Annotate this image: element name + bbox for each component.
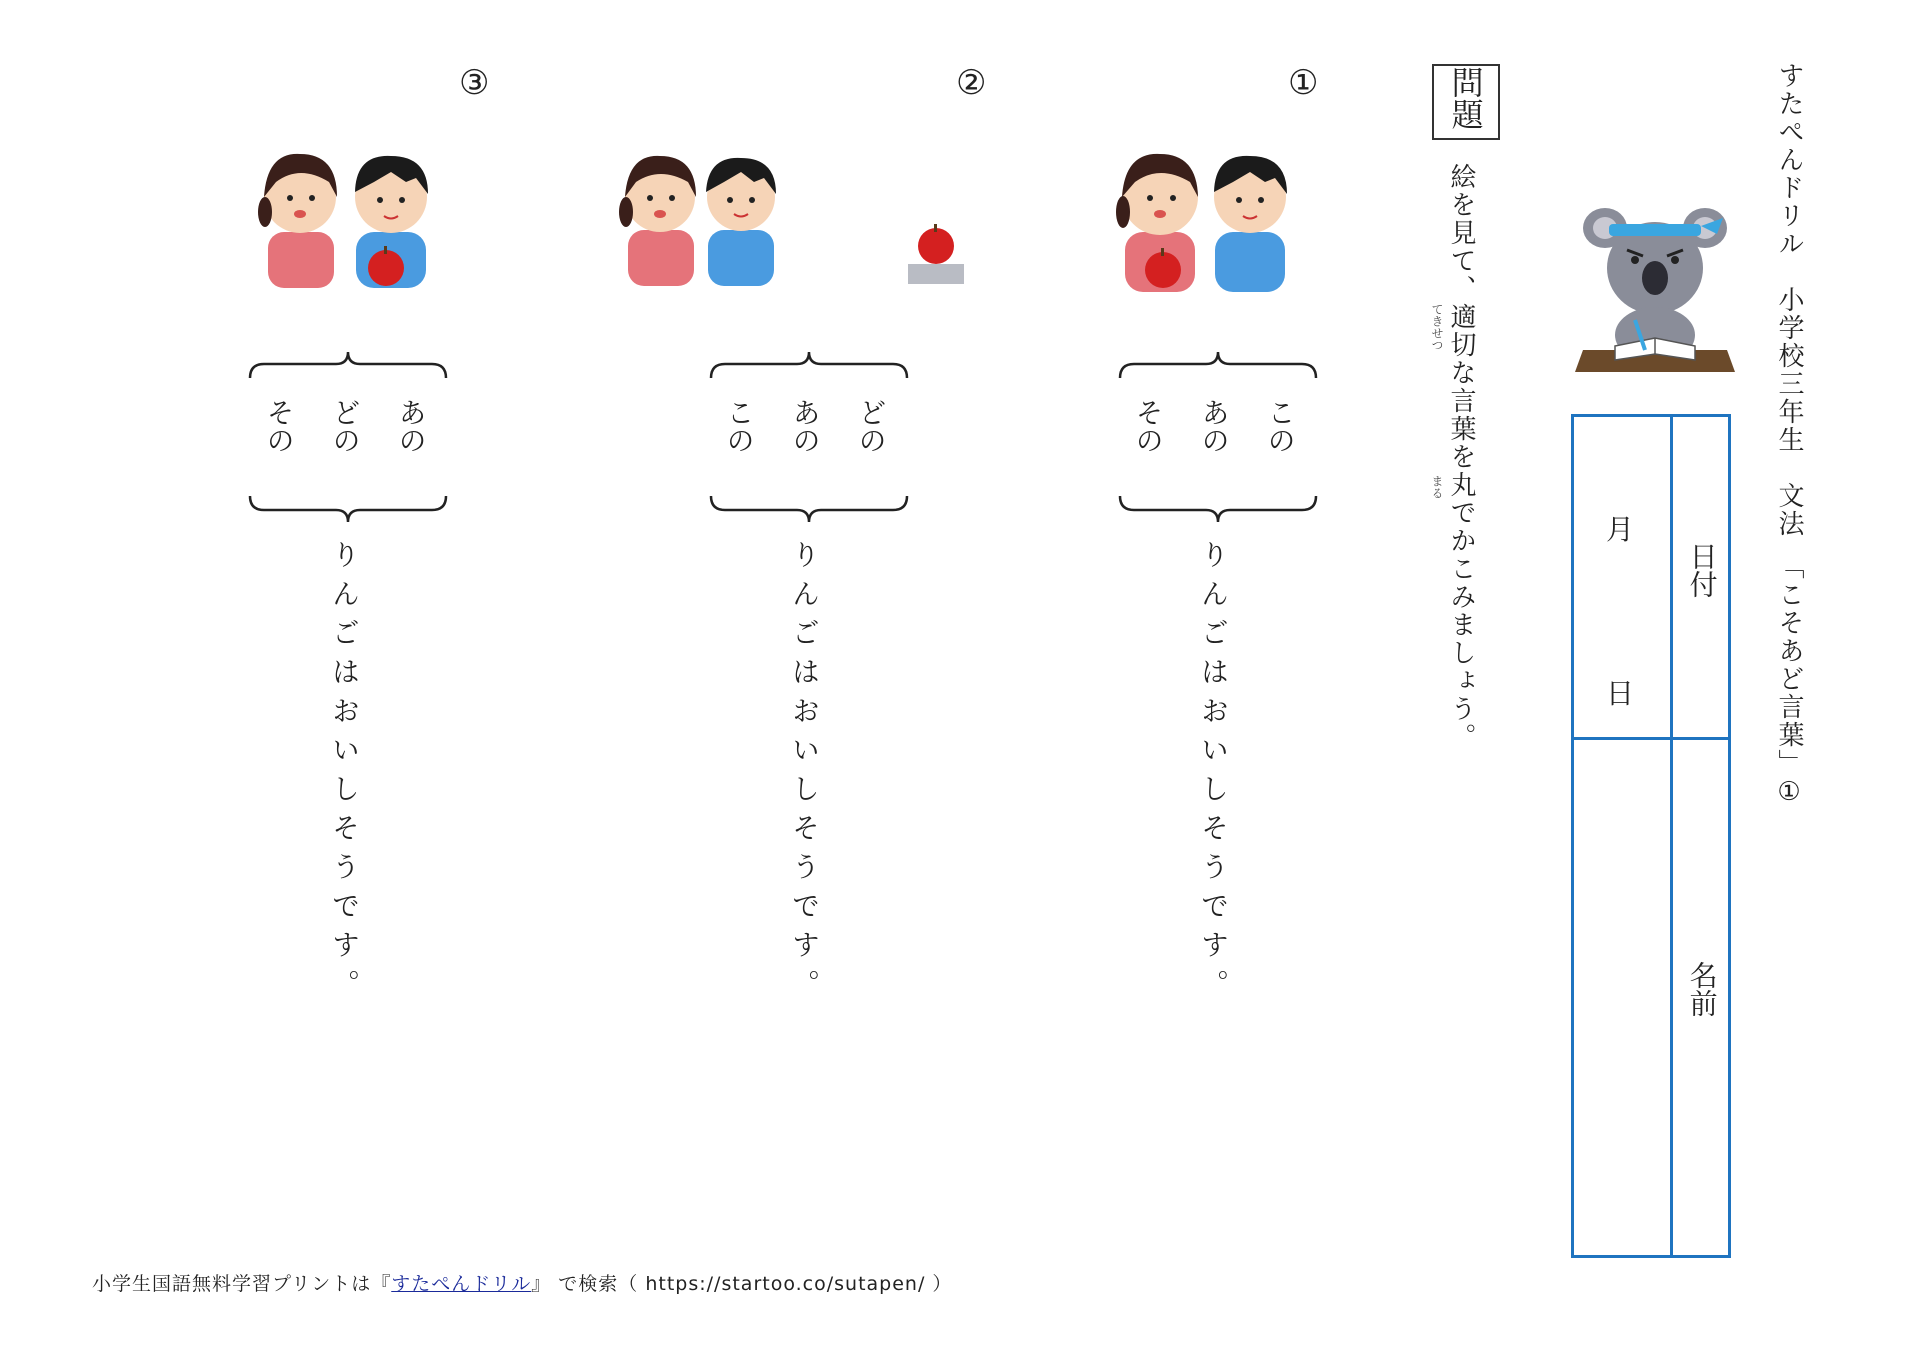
choice-3-3[interactable]: その	[262, 398, 296, 454]
kids-girl-holding-apple-illustration	[1115, 142, 1295, 302]
choice-2-2[interactable]: あの	[788, 398, 822, 454]
kids-with-distant-apple-illustration	[618, 142, 978, 292]
brace-bottom-2	[709, 494, 909, 524]
brace-top-2	[709, 350, 909, 380]
koala-studying-illustration	[1575, 200, 1735, 380]
instruction-text: 絵を見て、適切 てきせつ な言葉を丸 まる でかこみましょう。	[1430, 163, 1476, 751]
name-date-box	[1571, 414, 1731, 1258]
name-label: 名前	[1685, 961, 1719, 1017]
name-write-field[interactable]	[1580, 743, 1664, 1253]
choice-3-2[interactable]: どの	[328, 398, 362, 454]
date-label: 日付	[1685, 542, 1719, 598]
brace-top-1	[1118, 350, 1318, 380]
question-number-2: ②	[956, 63, 987, 103]
choice-2-1[interactable]: どの	[854, 398, 888, 454]
choice-1-2[interactable]: あの	[1197, 398, 1231, 454]
choice-3-1[interactable]: あの	[394, 398, 428, 454]
brace-bottom-1	[1118, 494, 1318, 524]
brace-bottom-3	[248, 494, 448, 524]
sheet-number: ①	[1774, 777, 1804, 809]
worksheet-title: すたぺんドリル 小学校三年生 文法 「こそあど言葉」①	[1774, 62, 1804, 809]
mondai-label: 問題	[1446, 66, 1485, 130]
choice-2-3[interactable]: この	[722, 398, 756, 454]
ruby-maru: まる	[1430, 475, 1444, 499]
choice-1-3[interactable]: その	[1131, 398, 1165, 454]
month-label: 月	[1606, 513, 1635, 546]
kids-boy-holding-apple-illustration	[258, 142, 438, 297]
sentence-2: りんごはおいしそうです。	[788, 540, 821, 1008]
choice-1-1[interactable]: この	[1263, 398, 1297, 454]
sentence-1: りんごはおいしそうです。	[1197, 540, 1230, 1008]
ruby-tekisetsu: てきせつ	[1430, 303, 1444, 351]
date-write-field[interactable]	[1580, 423, 1664, 731]
brace-top-3	[248, 350, 448, 380]
question-number-3: ③	[459, 63, 490, 103]
day-label: 日	[1606, 677, 1635, 710]
sentence-3: りんごはおいしそうです。	[328, 540, 361, 1008]
question-number-1: ①	[1288, 63, 1319, 103]
sutapen-drill-link[interactable]: すたぺんドリル	[391, 1273, 532, 1295]
footer: 小学生国語無料学習プリントは『すたぺんドリル』 で検索（ https://startoo.co/sutapen/ ）	[92, 1273, 953, 1295]
